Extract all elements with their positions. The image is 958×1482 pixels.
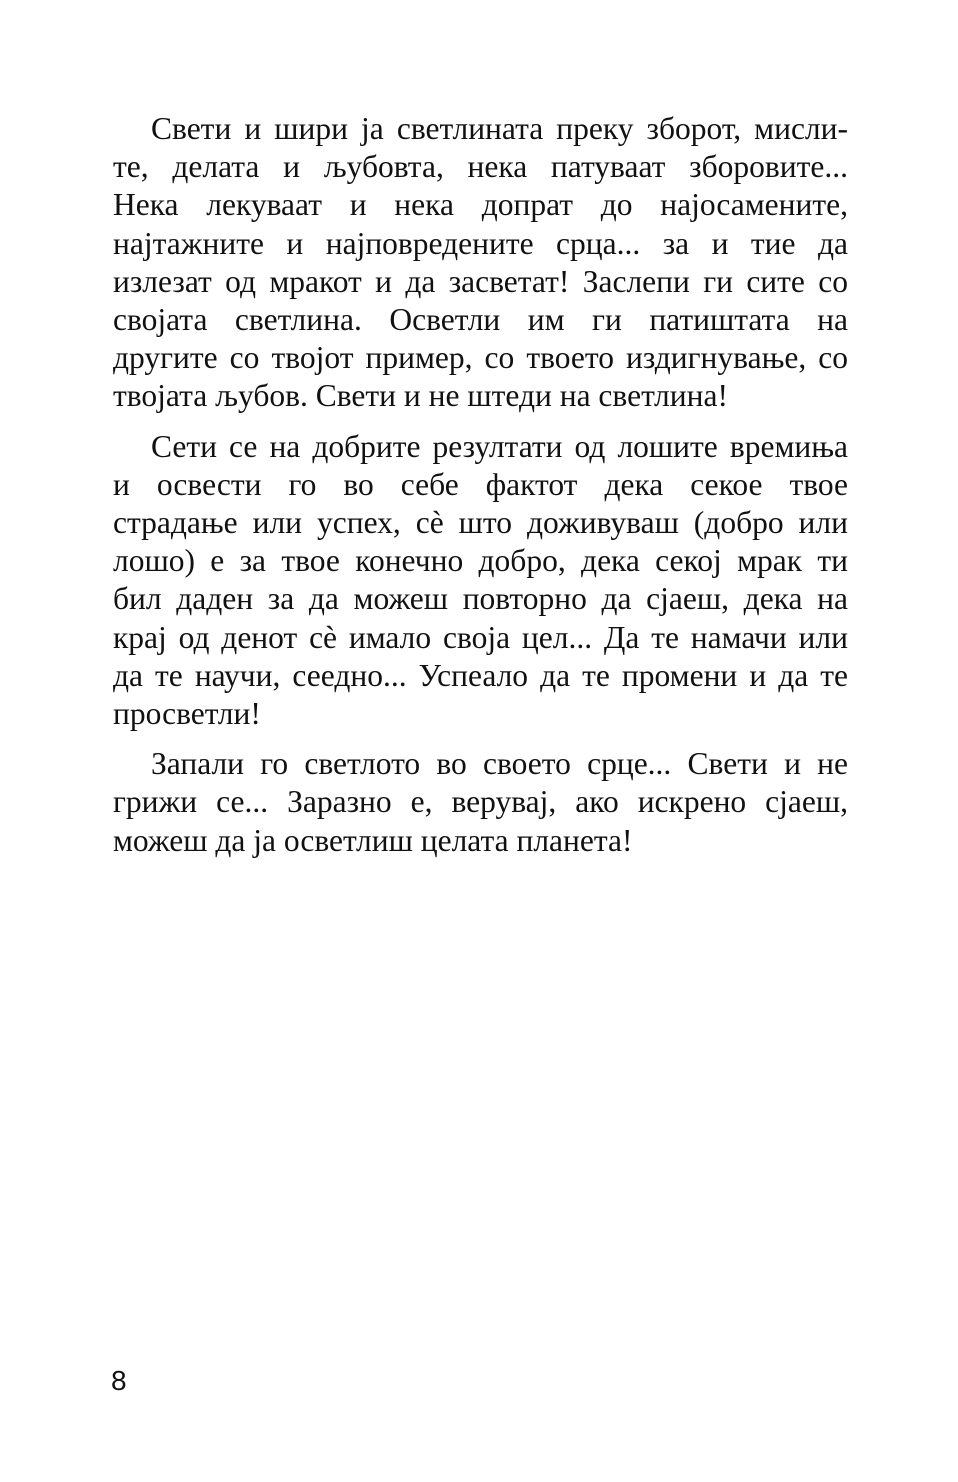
text-line: твојата љубов. Свети и не штеди на светлина! xyxy=(113,378,728,414)
text-line: другите со твојот пример, со твоето издигнување, со xyxy=(113,340,848,376)
text-line: излезат од мракот и да засветат! Заслепи ги сите со xyxy=(113,263,848,299)
text-line: крај од денот сè имало своја цел... Да те намачи или xyxy=(113,619,848,655)
text-line: Запали го светлото во своето срце... Свети и не xyxy=(151,746,848,782)
page-number: 8 xyxy=(111,1365,127,1396)
text-line: те, делата и љубовта, нека патуваат зборовите... xyxy=(113,149,848,185)
text-line: лошо) е за твое конечно добро, дека секој мрак ти xyxy=(113,543,848,579)
text-line: просветли! xyxy=(113,696,261,732)
text-line: страдање или успех, сè што доживуваш (добро или xyxy=(113,505,848,541)
text-line: Свети и шири ја светлината преку зборот, мисли- xyxy=(151,111,848,146)
text-line: да те научи, сеедно... Успеало да те промени и да те xyxy=(113,657,848,693)
paragraph-1 xyxy=(113,110,848,416)
text-line: својата светлина. Осветли им ги патиштата на xyxy=(113,302,848,338)
text-line: можеш да ја осветлиш целата планета! xyxy=(113,822,633,858)
paragraph-2 xyxy=(113,428,848,734)
text-line: бил даден за да можеш повторно да сјаеш, дека на xyxy=(113,581,848,617)
text-line: Сети се на добрите резултати од лошите времиња xyxy=(151,428,848,464)
text-line: најтажните и најповредените срца... за и тие да xyxy=(113,225,848,261)
text-line: Нека лекуваат и нека допрат до најосамените, xyxy=(113,187,848,223)
text-line: и освести го во себе фактот дека секое твое xyxy=(113,466,848,502)
text-line: грижи се... Заразно е, верувај, ако искрено сјаеш, xyxy=(113,784,848,820)
paragraph-3 xyxy=(113,745,848,860)
body-text xyxy=(113,110,848,860)
